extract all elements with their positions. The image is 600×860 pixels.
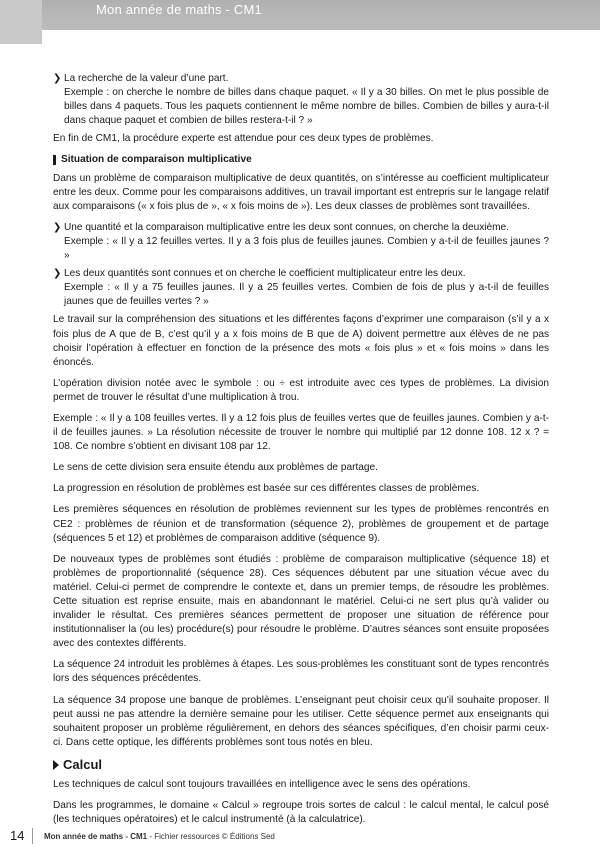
paragraph: La séquence 34 propose une banque de problèmes. L’enseignant peut choisir ceux qu’il souhaite proposer. Il peut aussi ne pas attendre la dernière semaine pour les utiliser. Cette séquence permet aux enseignants qui souhaitent proposer un problème régulièrement, en dehors des séances spécifiques, d’en choisir parmi ceux-ci. Dans cette optique, les différents problèmes sont tous notés en bleu. — [53, 694, 549, 748]
chevron-right-icon: ❯ — [53, 268, 62, 280]
bullet-item — [53, 221, 549, 263]
bullet-text: Les deux quantités sont connues et on cherche le coefficient multiplicateur entre les deux. — [64, 268, 466, 280]
footer-credit: - Fichier ressources © Éditions Sed — [147, 832, 275, 841]
paragraph: Le travail sur la compréhension des situations et les différentes façons d’exprimer une comparaison (s’il y a x fois plus de A que de B, c’est qu’il y a x fois moins de B que de A) doivent permettre aux élèves de ne pas choisir l’opération à effectuer en fonction de la présence des mots « fois plus » et « fois moins » dans les énoncés. — [53, 314, 549, 368]
header-title: Mon année de maths - CM1 — [96, 2, 262, 17]
triangle-right-icon — [53, 760, 59, 770]
footer-text — [44, 832, 275, 841]
footer-divider — [32, 828, 33, 844]
subsection-heading — [53, 153, 549, 167]
paragraph: Exemple : « Il y a 108 feuilles vertes. Il y a 12 fois plus de feuilles vertes que de feuilles jaunes. Combien y a-t-il de feuilles jaunes. » La résolution nécessite de trouver le nombre qui multiplié par 12 donne 108. 12 x ? = 108. Ce nombre s’obtient en divisant 108 par 12. — [53, 412, 549, 453]
section-heading-text: Calcul — [63, 756, 103, 772]
page-content — [53, 72, 549, 834]
bullet-text: Une quantité et la comparaison multiplicative entre les deux sont connues, on cherche la deuxième. — [64, 221, 509, 233]
paragraph: La progression en résolution de problèmes est basée sur ces différentes classes de problèmes. — [53, 483, 480, 495]
paragraph: Les techniques de calcul sont toujours travaillées en intelligence avec le sens des opérations. — [53, 779, 471, 791]
paragraph: L’opération division notée avec le symbole : ou ÷ est introduite avec ces types de problèmes. La division permet de trouver le résultat d’une multiplication à trou. — [53, 377, 549, 403]
header-bar — [42, 0, 600, 30]
bullet-example: Exemple : « Il y a 12 feuilles vertes. Il y a 3 fois plus de feuilles jaunes. Combien y a-t-il de feuilles jaunes ? » — [64, 235, 549, 262]
chevron-right-icon: ❯ — [53, 73, 62, 84]
page-footer — [0, 828, 600, 848]
header-tab — [0, 0, 42, 44]
bullet-example: Exemple : « Il y a 75 feuilles jaunes. Il y a 25 feuilles vertes. Combien de fois de plus y a-t-il de feuilles jaunes que de feuilles vertes ? » — [64, 282, 549, 308]
paragraph: La séquence 24 introduit les problèmes à étapes. Les sous-problèmes les constituant sont de types rencontrés lors des séquences précédentes. — [53, 659, 549, 685]
footer-book-title: Mon année de maths - CM1 — [44, 832, 148, 841]
chevron-right-icon: ❯ — [53, 221, 62, 233]
section-heading — [53, 758, 549, 772]
paragraph: Dans les programmes, le domaine « Calcul » regroupe trois sortes de calcul : le calcul mental, le calcul posé (les techniques opératoires) et le calcul instrumenté (à la calculatrice). — [53, 800, 549, 826]
paragraph: Les premières séquences en résolution de problèmes reviennent sur les types de problèmes rencontrés en CE2 : problèmes de réunion et de transformation (séquence 2), problèmes de groupement et de partage (séquences 5 et 12) et problèmes de comparaison additive (séquence 9). — [53, 504, 549, 544]
bullet-example: Exemple : on cherche le nombre de billes dans chaque paquet. « Il y a 30 billes. On met le plus possible de billes dans 4 paquets. Tous les paquets contiennent le même nombre de billes. Combien de billes y aura-t-il dans chaque paquet et combien de billes restera-t-il ? » — [64, 87, 549, 127]
page-header — [0, 0, 600, 44]
paragraph: Dans un problème de comparaison multiplicative de deux quantités, on s’intéresse au coefficient multiplicateur entre les deux. Comme pour les comparaisons additives, un travail important est entrepris sur le langage relatif aux comparaisons (« x fois plus de », « x fois moins de »). Les deux classes de problèmes sont travaillées. — [53, 172, 549, 212]
paragraph: De nouveaux types de problèmes sont étudiés : problème de comparaison multiplicative (séquence 18) et problèmes de proportionnalité (séquence 28). Ces séquences débutent par une situation vécue avec du matériel. Celui-ci permet de comprendre le contexte et, dans un premier temps, de résoudre les problèmes. Cette situation est reprise ensuite, mais en abandonnant le matériel. Celui-ci ne sert plus qu’à valider ou invalider le résultat. Ces premières séances permettent de proposer une situation de référence pour institutionnaliser la (ou les) procédure(s) pour résoudre le problème. D’autres séances sont ensuite proposées avec des contextes différents. — [53, 553, 549, 650]
bullet-item — [53, 72, 549, 128]
bullet-text: La recherche de la valeur d’une part. — [64, 73, 229, 84]
subsection-heading-text: Situation de comparaison multiplicative — [61, 154, 252, 166]
paragraph: En fin de CM1, la procédure experte est attendue pour ces deux types de problèmes. — [53, 133, 434, 145]
bar-marker-icon — [53, 155, 56, 165]
bullet-item — [53, 267, 549, 309]
page-number: 14 — [10, 828, 25, 843]
paragraph: Le sens de cette division sera ensuite étendu aux problèmes de partage. — [53, 462, 378, 474]
